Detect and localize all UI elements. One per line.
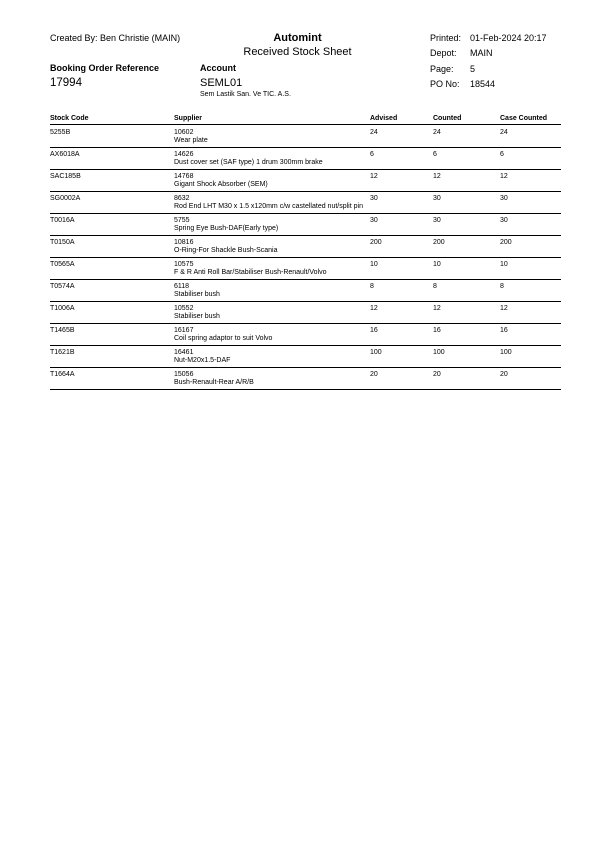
stock-code: T1621B — [50, 349, 75, 356]
item-description: Wear plate — [174, 137, 208, 144]
case-counted-qty: 30 — [500, 217, 508, 224]
stock-code: SAC185B — [50, 173, 81, 180]
stock-code: T1006A — [50, 305, 75, 312]
booking-ref-label: Booking Order Reference — [50, 63, 160, 73]
item-description: Gigant Shock Absorber (SEM) — [174, 181, 268, 188]
booking-ref-value: 17994 — [50, 77, 82, 89]
case-counted-qty: 12 — [500, 173, 508, 180]
counted-qty: 24 — [433, 129, 441, 136]
case-counted-qty: 200 — [500, 239, 512, 246]
counted-qty: 200 — [433, 239, 445, 246]
stock-code: 5255B — [50, 129, 71, 136]
page-number: 5 — [470, 64, 476, 74]
account-code: SEML01 — [200, 77, 243, 89]
table-row — [50, 302, 561, 324]
stock-code: T0565A — [50, 261, 75, 268]
advised-qty: 30 — [370, 217, 378, 224]
po-label: PO No: — [430, 79, 460, 89]
created-by-value: Ben Christie (MAIN) — [100, 33, 181, 43]
item-description: Coil spring adaptor to suit Volvo — [174, 335, 273, 342]
table-row — [50, 170, 561, 192]
item-description: Nut-M20x1.5-DAF — [174, 357, 231, 364]
depot-value: MAIN — [470, 48, 493, 58]
supplier-code: 15056 — [174, 371, 194, 378]
case-counted-qty: 10 — [500, 261, 508, 268]
depot-label: Depot: — [430, 48, 457, 58]
header-rule — [50, 124, 561, 125]
advised-qty: 12 — [370, 173, 378, 180]
item-description: Spring Eye Bush-DAF(Early type) — [174, 225, 279, 232]
supplier-code: 10552 — [174, 305, 194, 312]
counted-qty: 10 — [433, 261, 441, 268]
counted-qty: 8 — [433, 283, 437, 290]
advised-qty: 24 — [370, 129, 378, 136]
case-counted-qty: 30 — [500, 195, 508, 202]
case-counted-qty: 100 — [500, 349, 512, 356]
case-counted-qty: 12 — [500, 305, 508, 312]
counted-qty: 12 — [433, 173, 441, 180]
stock-code: SG0002A — [50, 195, 81, 202]
stock-code: T0016A — [50, 217, 75, 224]
supplier-code: 10602 — [174, 129, 194, 136]
supplier-code: 6118 — [174, 283, 190, 290]
supplier-code: 8632 — [174, 195, 190, 202]
printed-label: Printed: — [430, 33, 462, 43]
supplier-code: 14768 — [174, 173, 194, 180]
account-name: Sem Lastik San. Ve TIC. A.S. — [200, 91, 291, 98]
counted-qty: 30 — [433, 195, 441, 202]
counted-qty: 6 — [433, 151, 437, 158]
table-row — [50, 148, 561, 170]
sheet-title: Received Stock Sheet — [243, 46, 352, 58]
counted-qty: 20 — [433, 371, 441, 378]
created-by-label: Created By: — [50, 33, 98, 43]
col-header-advised: Advised — [370, 115, 398, 122]
table-row — [50, 126, 561, 148]
supplier-code: 10816 — [174, 239, 194, 246]
page-label: Page: — [430, 64, 454, 74]
stock-code: AX6018A — [50, 151, 80, 158]
stock-code: T0150A — [50, 239, 75, 246]
stock-code: T1664A — [50, 371, 75, 378]
col-header-stock-code: Stock Code — [50, 115, 89, 122]
advised-qty: 20 — [370, 371, 378, 378]
advised-qty: 100 — [370, 349, 382, 356]
item-description: Bush-Renault-Rear A/R/B — [174, 379, 254, 386]
item-description: Stabiliser bush — [174, 291, 220, 298]
case-counted-qty: 20 — [500, 371, 508, 378]
stock-table — [50, 126, 561, 390]
table-row — [50, 368, 561, 390]
advised-qty: 30 — [370, 195, 378, 202]
supplier-code: 10575 — [174, 261, 194, 268]
item-description: Dust cover set (SAF type) 1 drum 300mm brake — [174, 159, 323, 166]
col-header-counted: Counted — [433, 115, 462, 122]
table-row — [50, 346, 561, 368]
table-row — [50, 258, 561, 280]
supplier-code: 16461 — [174, 349, 194, 356]
po-number: 18544 — [470, 79, 496, 89]
account-label: Account — [200, 63, 236, 73]
case-counted-qty: 16 — [500, 327, 508, 334]
counted-qty: 16 — [433, 327, 441, 334]
printed-value: 01-Feb-2024 20:17 — [470, 33, 547, 43]
table-row — [50, 192, 561, 214]
table-row — [50, 236, 561, 258]
item-description: Rod End LHT M30 x 1.5 x120mm c/w castellated nut/split pin — [174, 203, 363, 210]
advised-qty: 16 — [370, 327, 378, 334]
stock-code: T0574A — [50, 283, 75, 290]
stock-code: T1465B — [50, 327, 75, 334]
company-name: Automint — [273, 32, 322, 44]
supplier-code: 5755 — [174, 217, 190, 224]
advised-qty: 6 — [370, 151, 374, 158]
table-row — [50, 324, 561, 346]
advised-qty: 12 — [370, 305, 378, 312]
advised-qty: 8 — [370, 283, 374, 290]
counted-qty: 12 — [433, 305, 441, 312]
table-row — [50, 214, 561, 236]
item-description: Stabiliser bush — [174, 313, 220, 320]
table-row — [50, 280, 561, 302]
advised-qty: 10 — [370, 261, 378, 268]
item-description: F & R Anti Roll Bar/Stabiliser Bush-Renault/Volvo — [174, 269, 327, 276]
counted-qty: 30 — [433, 217, 441, 224]
case-counted-qty: 24 — [500, 129, 508, 136]
case-counted-qty: 8 — [500, 283, 504, 290]
col-header-supplier: Supplier — [174, 115, 203, 122]
advised-qty: 200 — [370, 239, 382, 246]
supplier-code: 14626 — [174, 151, 194, 158]
case-counted-qty: 6 — [500, 151, 504, 158]
item-description: O-Ring-For Shackle Bush-Scania — [174, 247, 278, 254]
col-header-case-counted: Case Counted — [500, 115, 548, 122]
supplier-code: 16167 — [174, 327, 194, 334]
counted-qty: 100 — [433, 349, 445, 356]
